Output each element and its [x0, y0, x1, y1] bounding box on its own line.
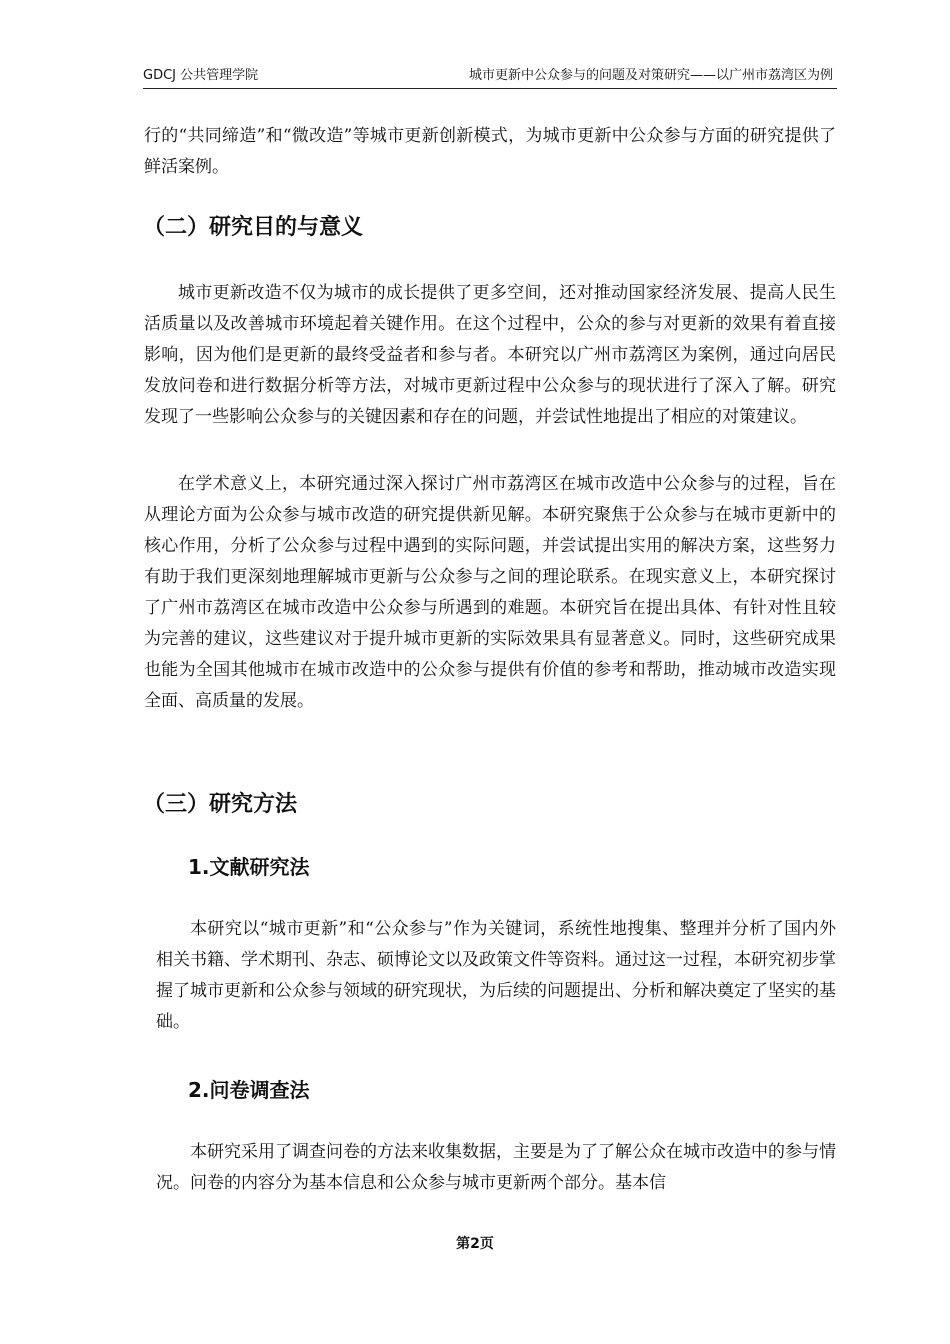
header-institution: GDCJ 公共管理学院: [143, 68, 259, 83]
research-purpose-paragraph-2: 在学术意义上，本研究通过深入探讨广州市荔湾区在城市改造中公众参与的过程，旨在从理论方面为公众参与城市改造的研究提供新见解。本研究聚焦于公众参与在城市更新中的核心作用，分析了公众参与过程中遇到的实际问题，并尝试提出实用的解决方案，这些努力有助于我们更深刻地理解城市更新与公众参与之间的理论联系。在现实意义上，本研究探讨了广州市荔湾区在城市改造中公众参与所遇到的难题。本研究旨在提出具体、有针对性且较为完善的建议，这些建议对于提升城市更新的实际效果具有显著意义。同时，这些研究成果也能为全国其他城市在城市改造中的公众参与提供有价值的参考和帮助，推动城市改造实现全面、高质量的发展。: [144, 474, 836, 711]
questionnaire-survey-paragraph: 本研究采用了调查问卷的方法来收集数据，主要是为了了解公众在城市改造中的参与情况。问卷的内容分为基本信息和公众参与城市更新两个部分。基本信: [156, 1142, 836, 1193]
literature-research-paragraph: 本研究以“城市更新”和“公众参与”作为关键词，系统性地搜集、整理并分析了国内外相关书籍、学术期刊、杂志、硕博论文以及政策文件等资料。通过这一过程，本研究初步掌握了城市更新和公众参与领域的研究现状，为后续的问题提出、分析和解决奠定了坚实的基础。: [156, 919, 836, 1032]
page-number: 第2页: [456, 1236, 494, 1252]
section-heading-research-methods: （三）研究方法: [143, 792, 298, 817]
section-heading-research-purpose: （二）研究目的与意义: [143, 215, 364, 240]
header-thesis-title: 城市更新中公众参与的问题及对策研究——以广州市荔湾区为例: [468, 68, 833, 83]
intro-continuation-paragraph: 行的“共同缔造”和“微改造”等城市更新创新模式，为城市更新中公众参与方面的研究提供了鲜活案例。: [144, 126, 836, 177]
method-heading-questionnaire-survey: 2.问卷调查法: [188, 1078, 310, 1102]
research-purpose-paragraph-1: 城市更新改造不仅为城市的成长提供了更多空间，还对推动国家经济发展、提高人民生活质量以及改善城市环境起着关键作用。在这个过程中，公众的参与对更新的效果有着直接影响，因为他们是更新的最终受益者和参与者。本研究以广州市荔湾区为案例，通过向居民发放问卷和进行数据分析等方法，对城市更新过程中公众参与的现状进行了深入了解。研究发现了一些影响公众参与的关键因素和存在的问题，并尝试性地提出了相应的对策建议。: [144, 283, 836, 427]
running-header: [143, 66, 837, 89]
method-heading-literature-research: 1.文献研究法: [188, 855, 310, 879]
